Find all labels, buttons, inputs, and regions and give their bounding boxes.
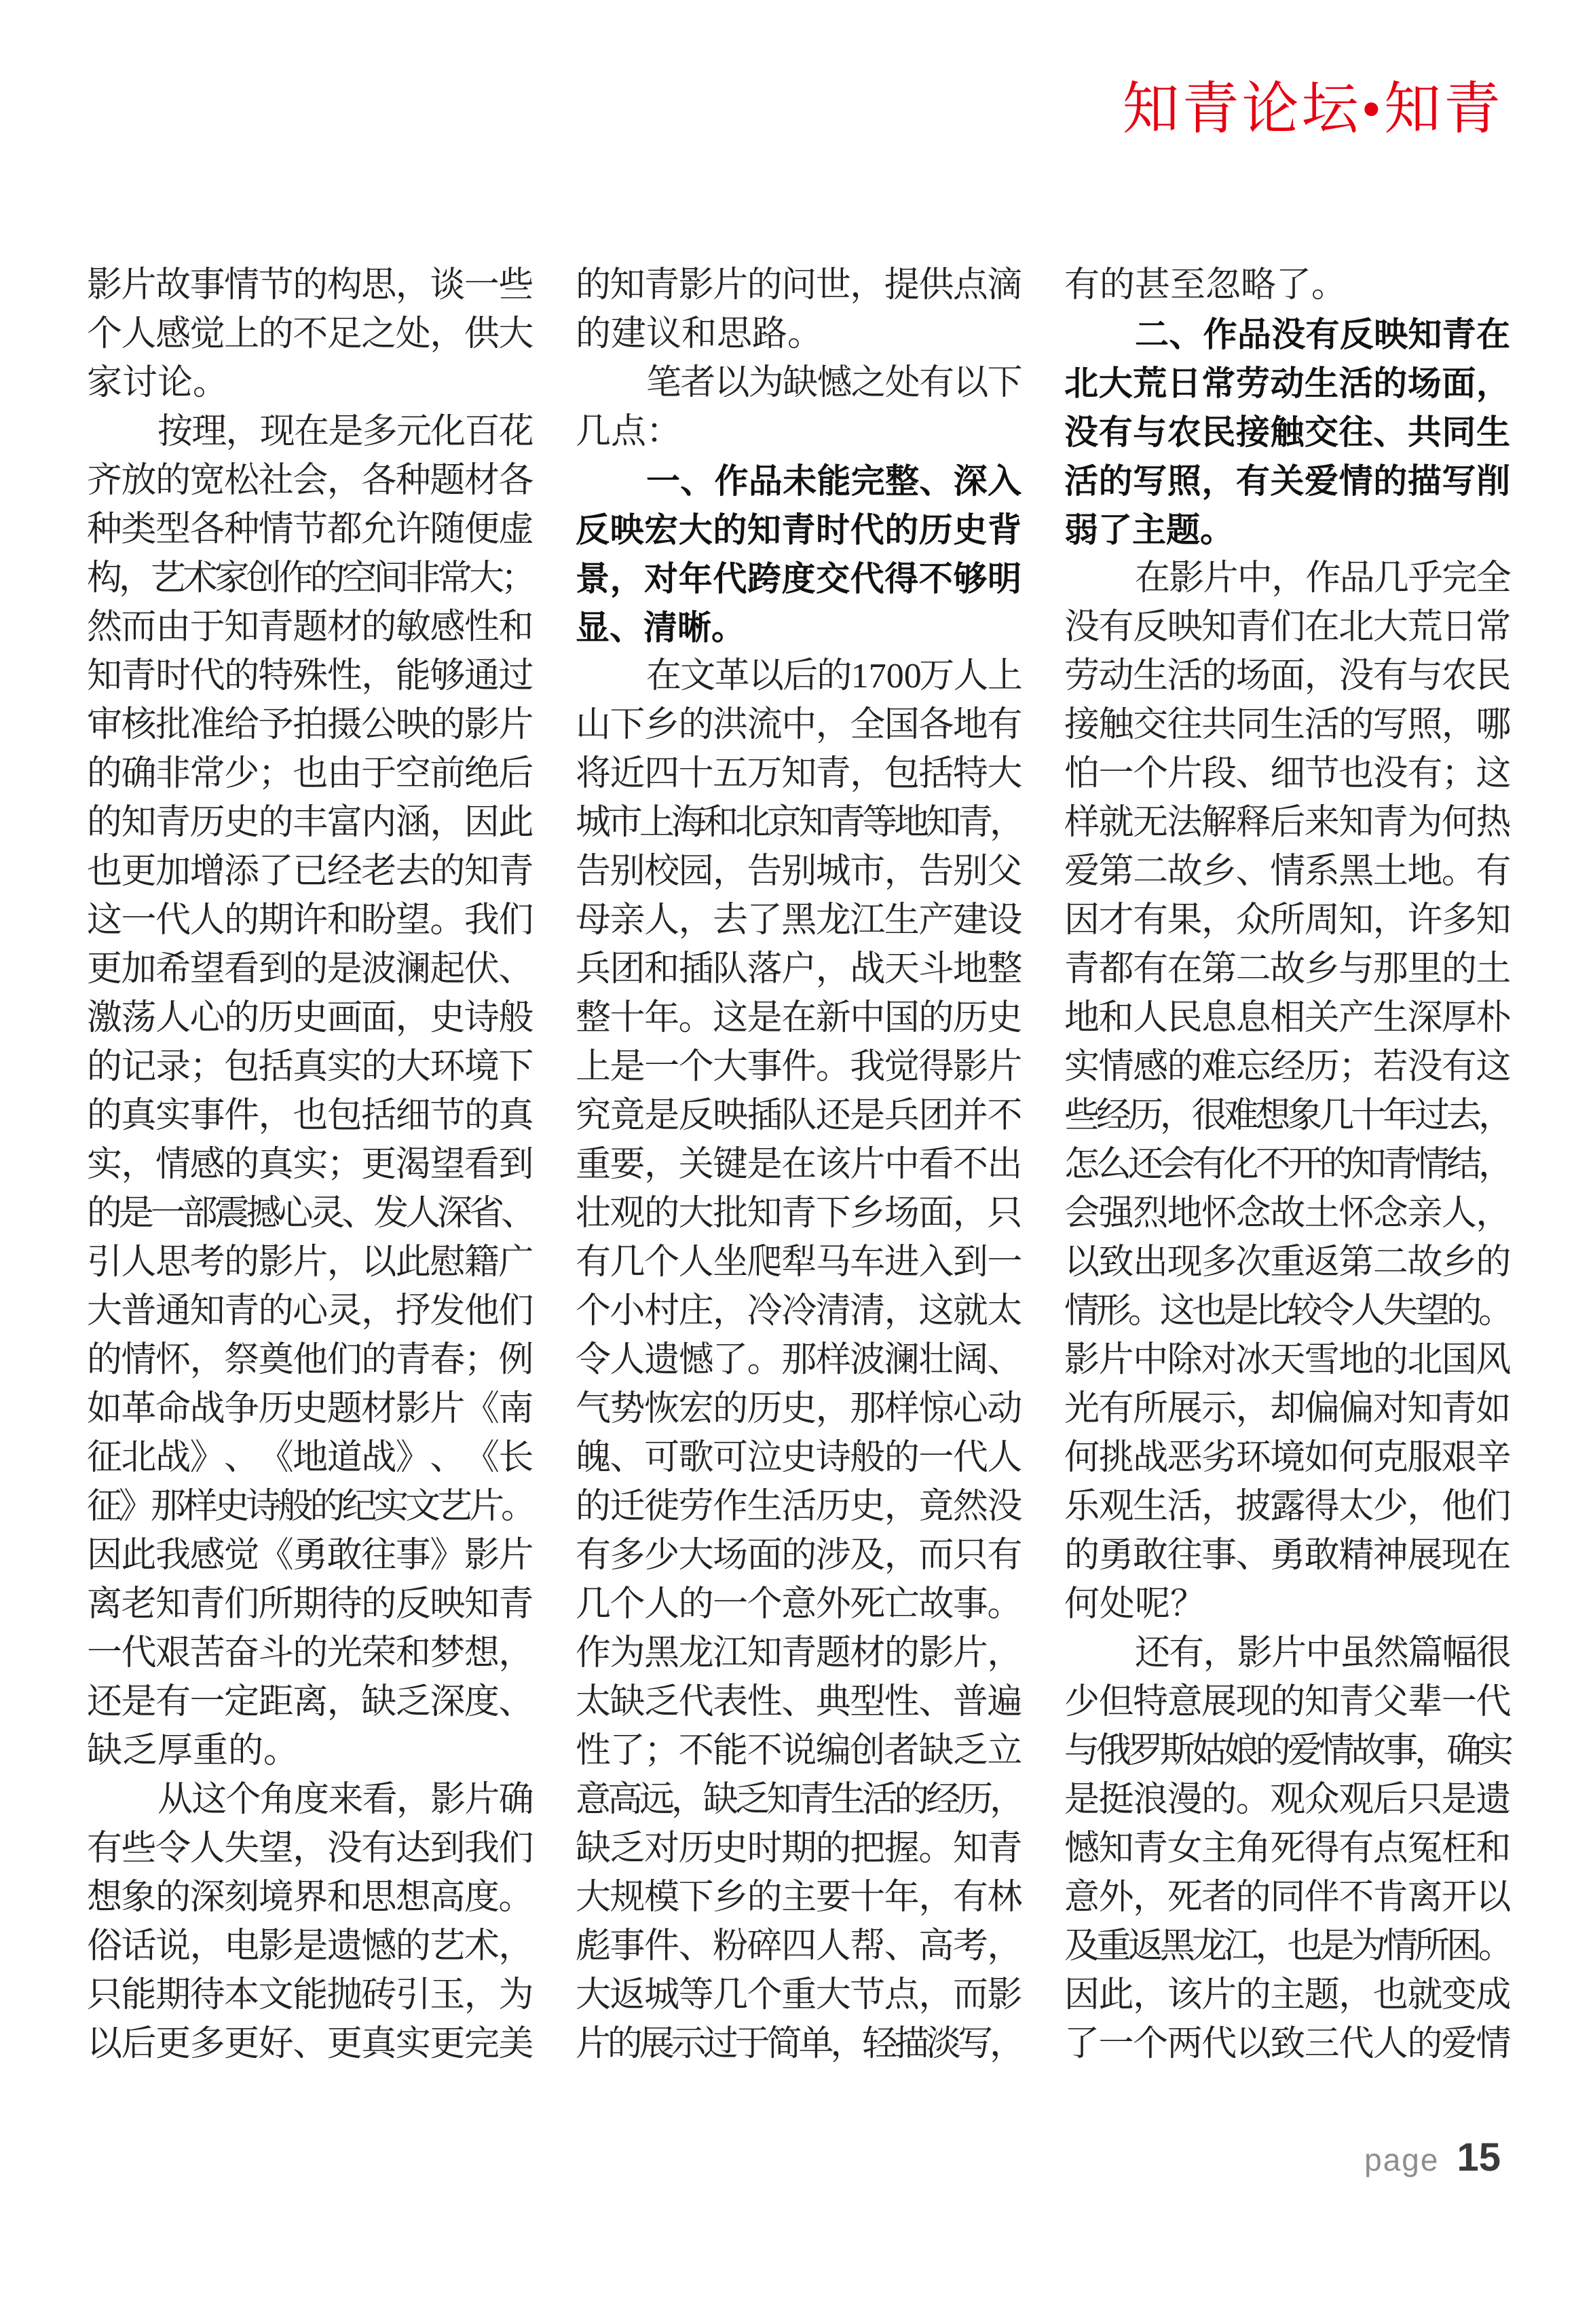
text-line: 因 才 有 果 ， 众 所 周 知 ， 许 多 知 — [1064, 901, 1512, 940]
text-line: 大 返 城 等 几 个 重 大 节 点 ， 而 影 — [576, 1976, 1023, 2015]
text-line: 的 迁 徙 劳 作 生 活 历 史 ， 竟 然 没 — [576, 1487, 1023, 1526]
text-line: 个 人 感 觉 上 的 不 足 之 处 ， 供 大 — [87, 315, 534, 354]
text-line: 些 经 历 ， 很 难 想 象 几 十 年 过 去 ， — [1064, 1097, 1514, 1135]
text-line: 家讨论。 — [87, 364, 229, 402]
text-line: 有的甚至忽略了。 — [1064, 266, 1347, 305]
text-line: 还 有 ， 影 片 中 虽 然 篇 幅 很 — [1135, 1634, 1512, 1673]
heading-line: 一 、 作 品 未 能 完 整 、 深 入 — [646, 462, 1022, 500]
text-line: 性 了 ； 不 能 不 说 编 创 者 缺 乏 立 — [576, 1732, 1023, 1770]
text-line: 怎 么 还 会 有 化 不 开 的 知 青 情 结 ， — [1064, 1145, 1514, 1184]
text-line: 只 能 期 待 本 文 能 抛 砖 引 玉 ， 为 — [87, 1976, 534, 2015]
text-line: 缺乏厚重的。 — [87, 1732, 299, 1770]
text-line: 彪 事 件 、 粉 碎 四 人 帮 、 高 考 ， — [576, 1927, 1023, 1966]
text-line: 是 挺 浪 漫 的 。 观 众 观 后 只 是 遗 — [1064, 1780, 1512, 1819]
text-line: 气 势 恢 宏 的 历 史 ， 那 样 惊 心 动 — [576, 1390, 1023, 1428]
text-line: 的 真 实 事 件 ， 也 包 括 细 节 的 真 — [87, 1097, 534, 1135]
heading-line: 反 映 宏 大 的 知 青 时 代 的 历 史 背 — [576, 511, 1022, 549]
text-line: 有 几 个 人 坐 爬 犁 马 车 进 入 到 一 — [576, 1243, 1023, 1282]
text-line: 俗 话 说 ， 电 影 是 遗 憾 的 艺 术 ， — [87, 1927, 534, 1966]
text-line: 影 片 中 除 对 冰 天 雪 地 的 北 国 风 — [1064, 1341, 1512, 1379]
text-line: 激 荡 人 心 的 历 史 画 面 ， 史 诗 般 — [87, 999, 534, 1037]
text-line: 因 此 我 感 觉 《 勇 敢 往 事 》 影 片 — [87, 1536, 534, 1575]
text-line: 以 后 更 多 更 好 、 更 真 实 更 完 美 — [87, 2025, 534, 2063]
text-line: 几 个 人 的 一 个 意 外 死 亡 故 事 。 — [576, 1585, 1023, 1624]
text-line: 大 普 通 知 青 的 心 灵 ， 抒 发 他 们 — [87, 1292, 534, 1331]
text-line: 征 》 那 样 史 诗 般 的 纪 实 文 艺 片 。 — [87, 1487, 536, 1526]
text-line: 青 都 有 在 第 二 故 乡 与 那 里 的 土 — [1064, 950, 1512, 989]
text-line: 怕 一 个 片 段 、 细 节 也 没 有 ； 这 — [1064, 755, 1512, 793]
text-line: 引 人 思 考 的 影 片 ， 以 此 慰 籍 广 — [87, 1243, 534, 1282]
text-line: 离 老 知 青 们 所 期 待 的 反 映 知 青 — [87, 1585, 534, 1624]
text-line: 没 有 反 映 知 青 们 在 北 大 荒 日 常 — [1064, 608, 1512, 647]
heading-line: 二 、 作 品 没 有 反 映 知 青 在 — [1135, 316, 1510, 354]
text-line: 少 但 特 意 展 现 的 知 青 父 辈 一 代 — [1064, 1683, 1512, 1721]
heading-line: 活 的 写 照 ， 有 关 爱 情 的 描 写 削 — [1064, 462, 1510, 500]
text-line: 几点： — [576, 413, 682, 451]
text-line: 究 竟 是 反 映 插 队 还 是 兵 团 并 不 — [576, 1097, 1023, 1135]
text-line: 个 小 村 庄 ， 冷 冷 清 清 ， 这 就 太 — [576, 1292, 1023, 1331]
text-line: 及 重 返 黑 龙 江 ， 也 是 为 情 所 困 。 — [1064, 1927, 1514, 1966]
text-line: 意 高 远 ， 缺 乏 知 青 生 活 的 经 历 ， — [576, 1780, 1025, 1819]
text-line: 令 人 遗 憾 了 。 那 样 波 澜 壮 阔 、 — [576, 1341, 1023, 1379]
text-column-1 — [87, 261, 536, 2069]
text-line: 会 强 烈 地 怀 念 故 土 怀 念 亲 人 ， — [1064, 1194, 1512, 1233]
text-line: 的 情 怀 ， 祭 奠 他 们 的 青 春 ； 例 — [87, 1341, 534, 1379]
text-line: 情 形 。 这 也 是 比 较 令 人 失 望 的 。 — [1064, 1292, 1514, 1331]
text-line: 魄 、 可 歌 可 泣 史 诗 般 的 一 代 人 — [576, 1439, 1023, 1477]
text-line: 作 为 黑 龙 江 知 青 题 材 的 影 片 ， — [576, 1634, 1023, 1673]
text-line: 劳 动 生 活 的 场 面 ， 没 有 与 农 民 — [1064, 657, 1512, 696]
text-line: 想 象 的 深 刻 境 界 和 思 想 高 度 。 — [87, 1878, 534, 1917]
text-line: 的 确 非 常 少 ； 也 由 于 空 前 绝 后 — [87, 755, 534, 793]
text-line: 重 要 ， 关 键 是 在 该 片 中 看 不 出 — [576, 1145, 1023, 1184]
text-line: 种 类 型 各 种 情 节 都 允 许 随 便 虚 — [87, 510, 534, 549]
text-line: 告 别 校 园 ， 告 别 城 市 ， 告 别 父 — [576, 852, 1023, 891]
text-line: 接 触 交 往 共 同 生 活 的 写 照 ， 哪 — [1064, 706, 1512, 744]
text-line: 在 文 革 以 后 的 1700 万 人 上 — [646, 657, 1023, 696]
text-line: 实 情 感 的 难 忘 经 历 ； 若 没 有 这 — [1064, 1048, 1512, 1086]
text-line: 兵 团 和 插 队 落 户 ， 战 天 斗 地 整 — [576, 950, 1023, 989]
text-line: 笔 者 以 为 缺 憾 之 处 有 以 下 — [646, 364, 1023, 402]
text-line: 构 ， 艺 术 家 创 作 的 空 间 非 常 大 ； — [87, 559, 536, 598]
text-line: 片 的 展 示 过 于 简 单 ， 轻 描 淡 写 ， — [576, 2025, 1025, 2063]
text-line: 也 更 加 增 添 了 已 经 老 去 的 知 青 — [87, 852, 534, 891]
text-line: 有 些 令 人 失 望 ， 没 有 达 到 我 们 — [87, 1829, 534, 1868]
text-line: 这 一 代 人 的 期 许 和 盼 望 。 我 们 — [87, 901, 534, 940]
text-line: 壮 观 的 大 批 知 青 下 乡 场 面 ， 只 — [576, 1194, 1023, 1233]
text-line: 将 近 四 十 五 万 知 青 ， 包 括 特 大 — [576, 755, 1023, 793]
text-line: 实 ， 情 感 的 真 实 ； 更 渴 望 看 到 — [87, 1145, 534, 1184]
text-line: 整 十 年 。 这 是 在 新 中 国 的 历 史 — [576, 999, 1023, 1037]
text-line: 的 是 一 部 震 撼 心 灵 、 发 人 深 省 、 — [87, 1194, 536, 1233]
text-line: 地 和 人 民 息 息 相 关 产 生 深 厚 朴 — [1064, 999, 1512, 1037]
text-line: 的 知 青 历 史 的 丰 富 内 涵 ， 因 此 — [87, 803, 534, 842]
text-line: 按 理 ， 现 在 是 多 元 化 百 花 — [157, 413, 534, 451]
text-line: 意 外 ， 死 者 的 同 伴 不 肯 离 开 以 — [1064, 1878, 1512, 1917]
text-line: 审 核 批 准 给 予 拍 摄 公 映 的 影 片 — [87, 706, 534, 744]
heading-line: 弱了主题。 — [1064, 511, 1234, 549]
text-line: 在 影 片 中 ， 作 品 几 乎 完 全 — [1135, 559, 1512, 598]
text-line: 山 下 乡 的 洪 流 中 ， 全 国 各 地 有 — [576, 706, 1023, 744]
text-line: 上 是 一 个 大 事 件 。 我 觉 得 影 片 — [576, 1048, 1023, 1086]
text-line: 与 俄 罗 斯 姑 娘 的 爱 情 故 事 ， 确 实 — [1064, 1732, 1514, 1770]
text-line: 憾 知 青 女 主 角 死 得 有 点 冤 枉 和 — [1064, 1829, 1512, 1868]
text-line: 样 就 无 法 解 释 后 来 知 青 为 何 热 — [1064, 803, 1512, 842]
text-line: 何 挑 战 恶 劣 环 境 如 何 克 服 艰 辛 — [1064, 1439, 1512, 1477]
text-line: 爱 第 二 故 乡 、 情 系 黑 土 地 。 有 — [1064, 852, 1512, 891]
text-line: 的 勇 敢 往 事 、 勇 敢 精 神 展 现 在 — [1064, 1536, 1512, 1575]
text-column-3 — [1064, 261, 1514, 2069]
text-line: 何处呢？ — [1064, 1585, 1206, 1624]
text-line: 影 片 故 事 情 节 的 构 思 ， 谈 一 些 — [87, 266, 534, 305]
text-line: 的 记 录 ； 包 括 真 实 的 大 环 境 下 — [87, 1048, 534, 1086]
text-line: 还 是 有 一 定 距 离 ， 缺 乏 深 度 、 — [87, 1683, 534, 1721]
section-header: 知青论坛•知青 — [1122, 78, 1503, 141]
text-line: 了 一 个 两 代 以 致 三 代 人 的 爱 情 — [1064, 2025, 1512, 2063]
text-line: 如 革 命 战 争 历 史 题 材 影 片 《 南 — [87, 1390, 534, 1428]
heading-line: 没 有 与 农 民 接 触 交 往 、 共 同 生 — [1064, 413, 1510, 451]
text-line: 光 有 所 展 示 ， 却 偏 偏 对 知 青 如 — [1064, 1390, 1512, 1428]
text-line: 母 亲 人 ， 去 了 黑 龙 江 生 产 建 设 — [576, 901, 1023, 940]
text-line: 乐 观 生 活 ， 披 露 得 太 少 ， 他 们 — [1064, 1487, 1512, 1526]
heading-line: 北 大 荒 日 常 劳 动 生 活 的 场 面 ， — [1064, 364, 1510, 402]
page-number: 15 — [1457, 2135, 1501, 2179]
heading-line: 显、清晰。 — [576, 609, 745, 647]
text-line: 一 代 艰 苦 奋 斗 的 光 荣 和 梦 想 ， — [87, 1634, 534, 1673]
text-line: 更 加 希 望 看 到 的 是 波 澜 起 伏 、 — [87, 950, 534, 989]
text-line: 然 而 由 于 知 青 题 材 的 敏 感 性 和 — [87, 608, 534, 647]
page-footer — [1364, 2135, 1501, 2180]
text-line: 因 此 ， 该 片 的 主 题 ， 也 就 变 成 — [1064, 1976, 1512, 2015]
page-label: page — [1364, 2142, 1440, 2177]
text-column-2 — [576, 261, 1025, 2069]
text-line: 缺 乏 对 历 史 时 期 的 把 握 。 知 青 — [576, 1829, 1023, 1868]
text-line: 大 规 模 下 乡 的 主 要 十 年 ， 有 林 — [576, 1878, 1023, 1917]
text-line: 太 缺 乏 代 表 性 、 典 型 性 、 普 遍 — [576, 1683, 1023, 1721]
heading-line: 景 ， 对 年 代 跨 度 交 代 得 不 够 明 — [576, 560, 1022, 598]
text-line: 知 青 时 代 的 特 殊 性 ， 能 够 通 过 — [87, 657, 534, 696]
text-line: 城 市 上 海 和 北 京 知 青 等 地 知 青 ， — [576, 803, 1025, 842]
text-line: 以 致 出 现 多 次 重 返 第 二 故 乡 的 — [1064, 1243, 1512, 1282]
text-line: 齐 放 的 宽 松 社 会 ， 各 种 题 材 各 — [87, 461, 534, 500]
text-line: 的 知 青 影 片 的 问 世 ， 提 供 点 滴 — [576, 266, 1023, 305]
text-line: 的建议和思路。 — [576, 315, 823, 354]
text-line: 有 多 少 大 场 面 的 涉 及 ， 而 只 有 — [576, 1536, 1023, 1575]
text-line: 征 北 战 》 、 《 地 道 战 》 、 《 长 — [87, 1439, 534, 1477]
text-line: 从 这 个 角 度 来 看 ， 影 片 确 — [157, 1780, 534, 1819]
